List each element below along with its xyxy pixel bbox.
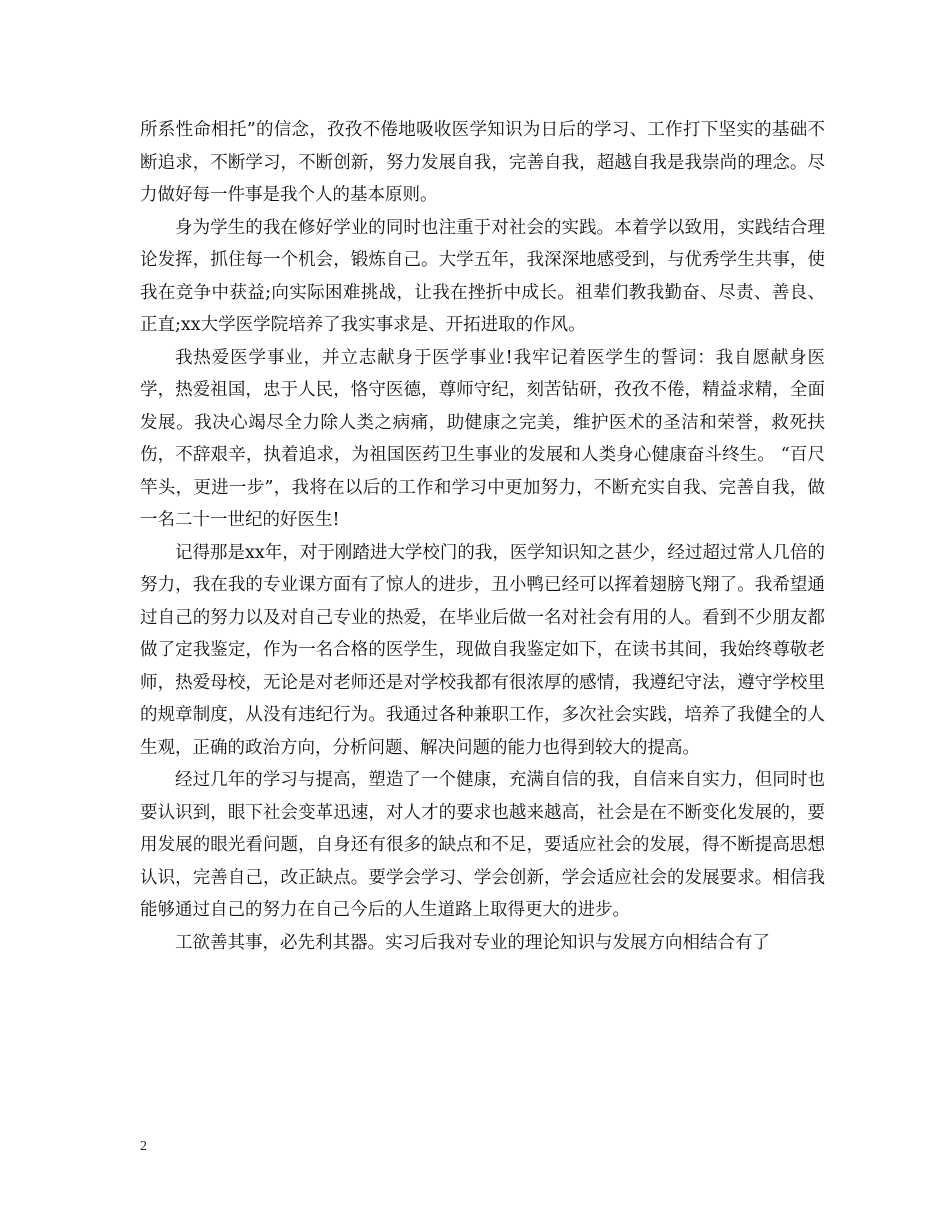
paragraph-2: 身为学生的我在修好学业的同时也注重于对社会的实践。本着学以致用，实践结合理论发挥，抓住每一个机会，锻炼自己。大学五年，我深深地感受到，与优秀学生共事，使我在竞争中获益;向实际困难挑战，让我在挫折中成长。祖辈们教我勤奋、尽责、善良、正直;xx大学医学院培养了我实事求是、开拓进取的作风。 [140, 217, 825, 335]
paragraph-5: 经过几年的学习与提高，塑造了一个健康，充满自信的我，自信来自实力，但同时也要认识到，眼下社会变革迅速，对人才的要求也越来越高，社会是在不断变化发展的，要用发展的眼光看问题，自身还有很多的缺点和不足，要适应社会的发展，得不断提高思想认识，完善自己，改正缺点。要学会学习、学会创新，学会适应社会的发展要求。相信我能够通过自己的努力在自己今后的人生道路上取得更大的进步。 [140, 770, 825, 920]
paragraph-3: 我热爱医学事业，并立志献身于医学事业!我牢记着医学生的誓词：我自愿献身医学，热爱祖国，忠于人民，恪守医德，尊师守纪，刻苦钻研，孜孜不倦，精益求精，全面发展。我决心竭尽全力除人类之病痛，助健康之完美，维护医术的圣洁和荣誉，救死扶伤，不辞艰辛，执着追求，为祖国医药卫生事业的发展和人类身心健康奋斗终生。 “百尺竿头，更进一步”，我将在以后的工作和学习中更加努力，不断充实自我、完善自我，做一名二十一世纪的好医生! [140, 347, 825, 530]
paragraph-4: 记得那是xx年，对于刚踏进大学校门的我，医学知识知之甚少，经过超过常人几倍的努力，我在我的专业课方面有了惊人的进步，丑小鸭已经可以挥着翅膀飞翔了。我希望通过自己的努力以及对自己专业的热爱，在毕业后做一名对社会有用的人。看到不少朋友都做了定我鉴定，作为一名合格的医学生，现做自我鉴定如下，在读书其间，我始终尊敬老师，热爱母校，无论是对老师还是对学校我都有很浓厚的感情，我遵纪守法，遵守学校里的规章制度，从没有违纪行为。我通过各种兼职工作，多次社会实践，培养了我健全的人生观，正确的政治方向，分析问题、解决问题的能力也得到较大的提高。 [140, 542, 825, 758]
page-number: 2 [140, 1139, 147, 1154]
paragraph-6: 工欲善其事，必先利其器。实习后我对专业的理论知识与发展方向相结合有了 [175, 932, 770, 953]
document-body [140, 114, 825, 959]
paragraph-1: 所系性命相托”的信念，孜孜不倦地吸收医学知识为日后的学习、工作打下坚实的基础不断追求，不断学习，不断创新，努力发展自我，完善自我，超越自我是我崇尚的理念。尽力做好每一件事是我个人的基本原则。 [140, 120, 825, 205]
